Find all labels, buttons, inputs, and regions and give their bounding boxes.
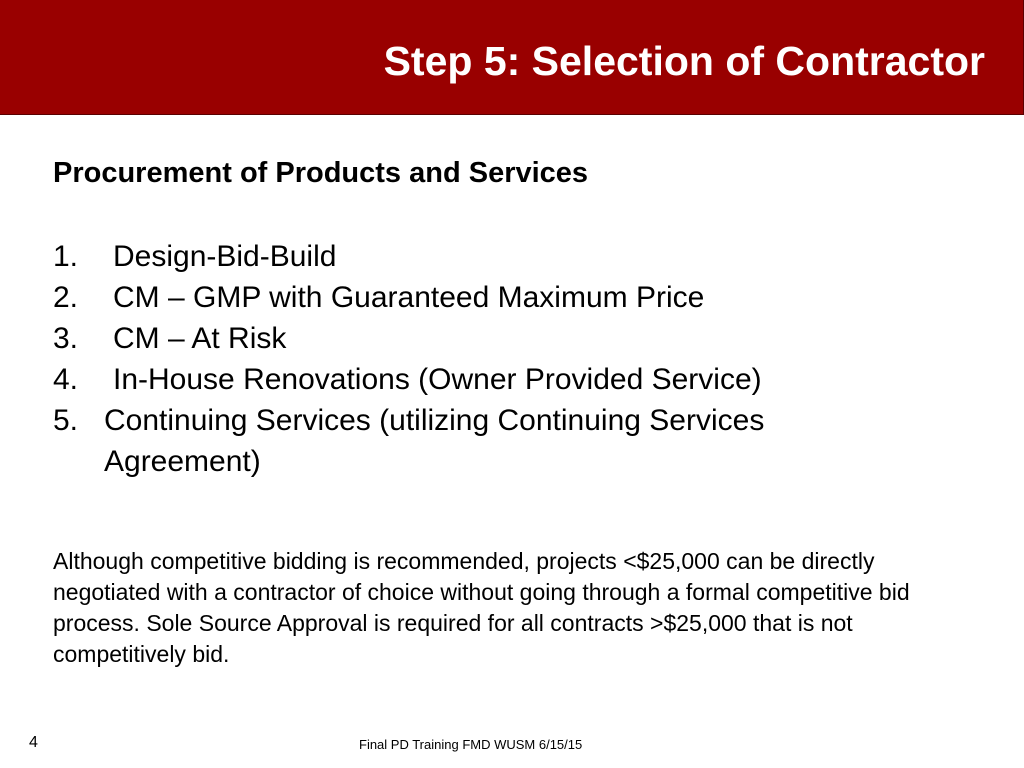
list-item-number: 3.: [53, 322, 79, 355]
section-heading: Procurement of Products and Services: [53, 157, 589, 189]
list-item-number: 1.: [53, 240, 79, 273]
list-item-text: Continuing Services (utilizing Continuing Services Agreement): [104, 404, 765, 478]
list-item: [53, 400, 933, 482]
list-item-text: CM – At Risk: [113, 322, 287, 355]
list-item-number: 2.: [53, 281, 79, 314]
page-number: 4: [29, 734, 38, 751]
list-item: [53, 318, 933, 359]
title-bar: [0, 0, 1024, 115]
list-item: [53, 236, 933, 277]
bidding-note: Although competitive bidding is recommended, projects <$25,000 can be directly negotiated with a contractor of choice without going through a formal competitive bid process. Sole Source Approval is required for all contracts >$25,000 that is not competitively bid.: [53, 548, 910, 667]
slide-footer: Final PD Training FMD WUSM 6/15/15: [359, 737, 583, 752]
list-item-number: 5.: [53, 404, 79, 437]
list-item: [53, 277, 933, 318]
procurement-method-list: [53, 236, 933, 482]
list-item-text: CM – GMP with Guaranteed Maximum Price: [113, 281, 705, 314]
slide-title: Step 5: Selection of Contractor: [383, 38, 985, 84]
list-item: [53, 359, 933, 400]
list-item-text: Design-Bid-Build: [113, 240, 337, 273]
list-item-number: 4.: [53, 363, 79, 396]
list-item-text: In-House Renovations (Owner Provided Service): [113, 363, 762, 396]
